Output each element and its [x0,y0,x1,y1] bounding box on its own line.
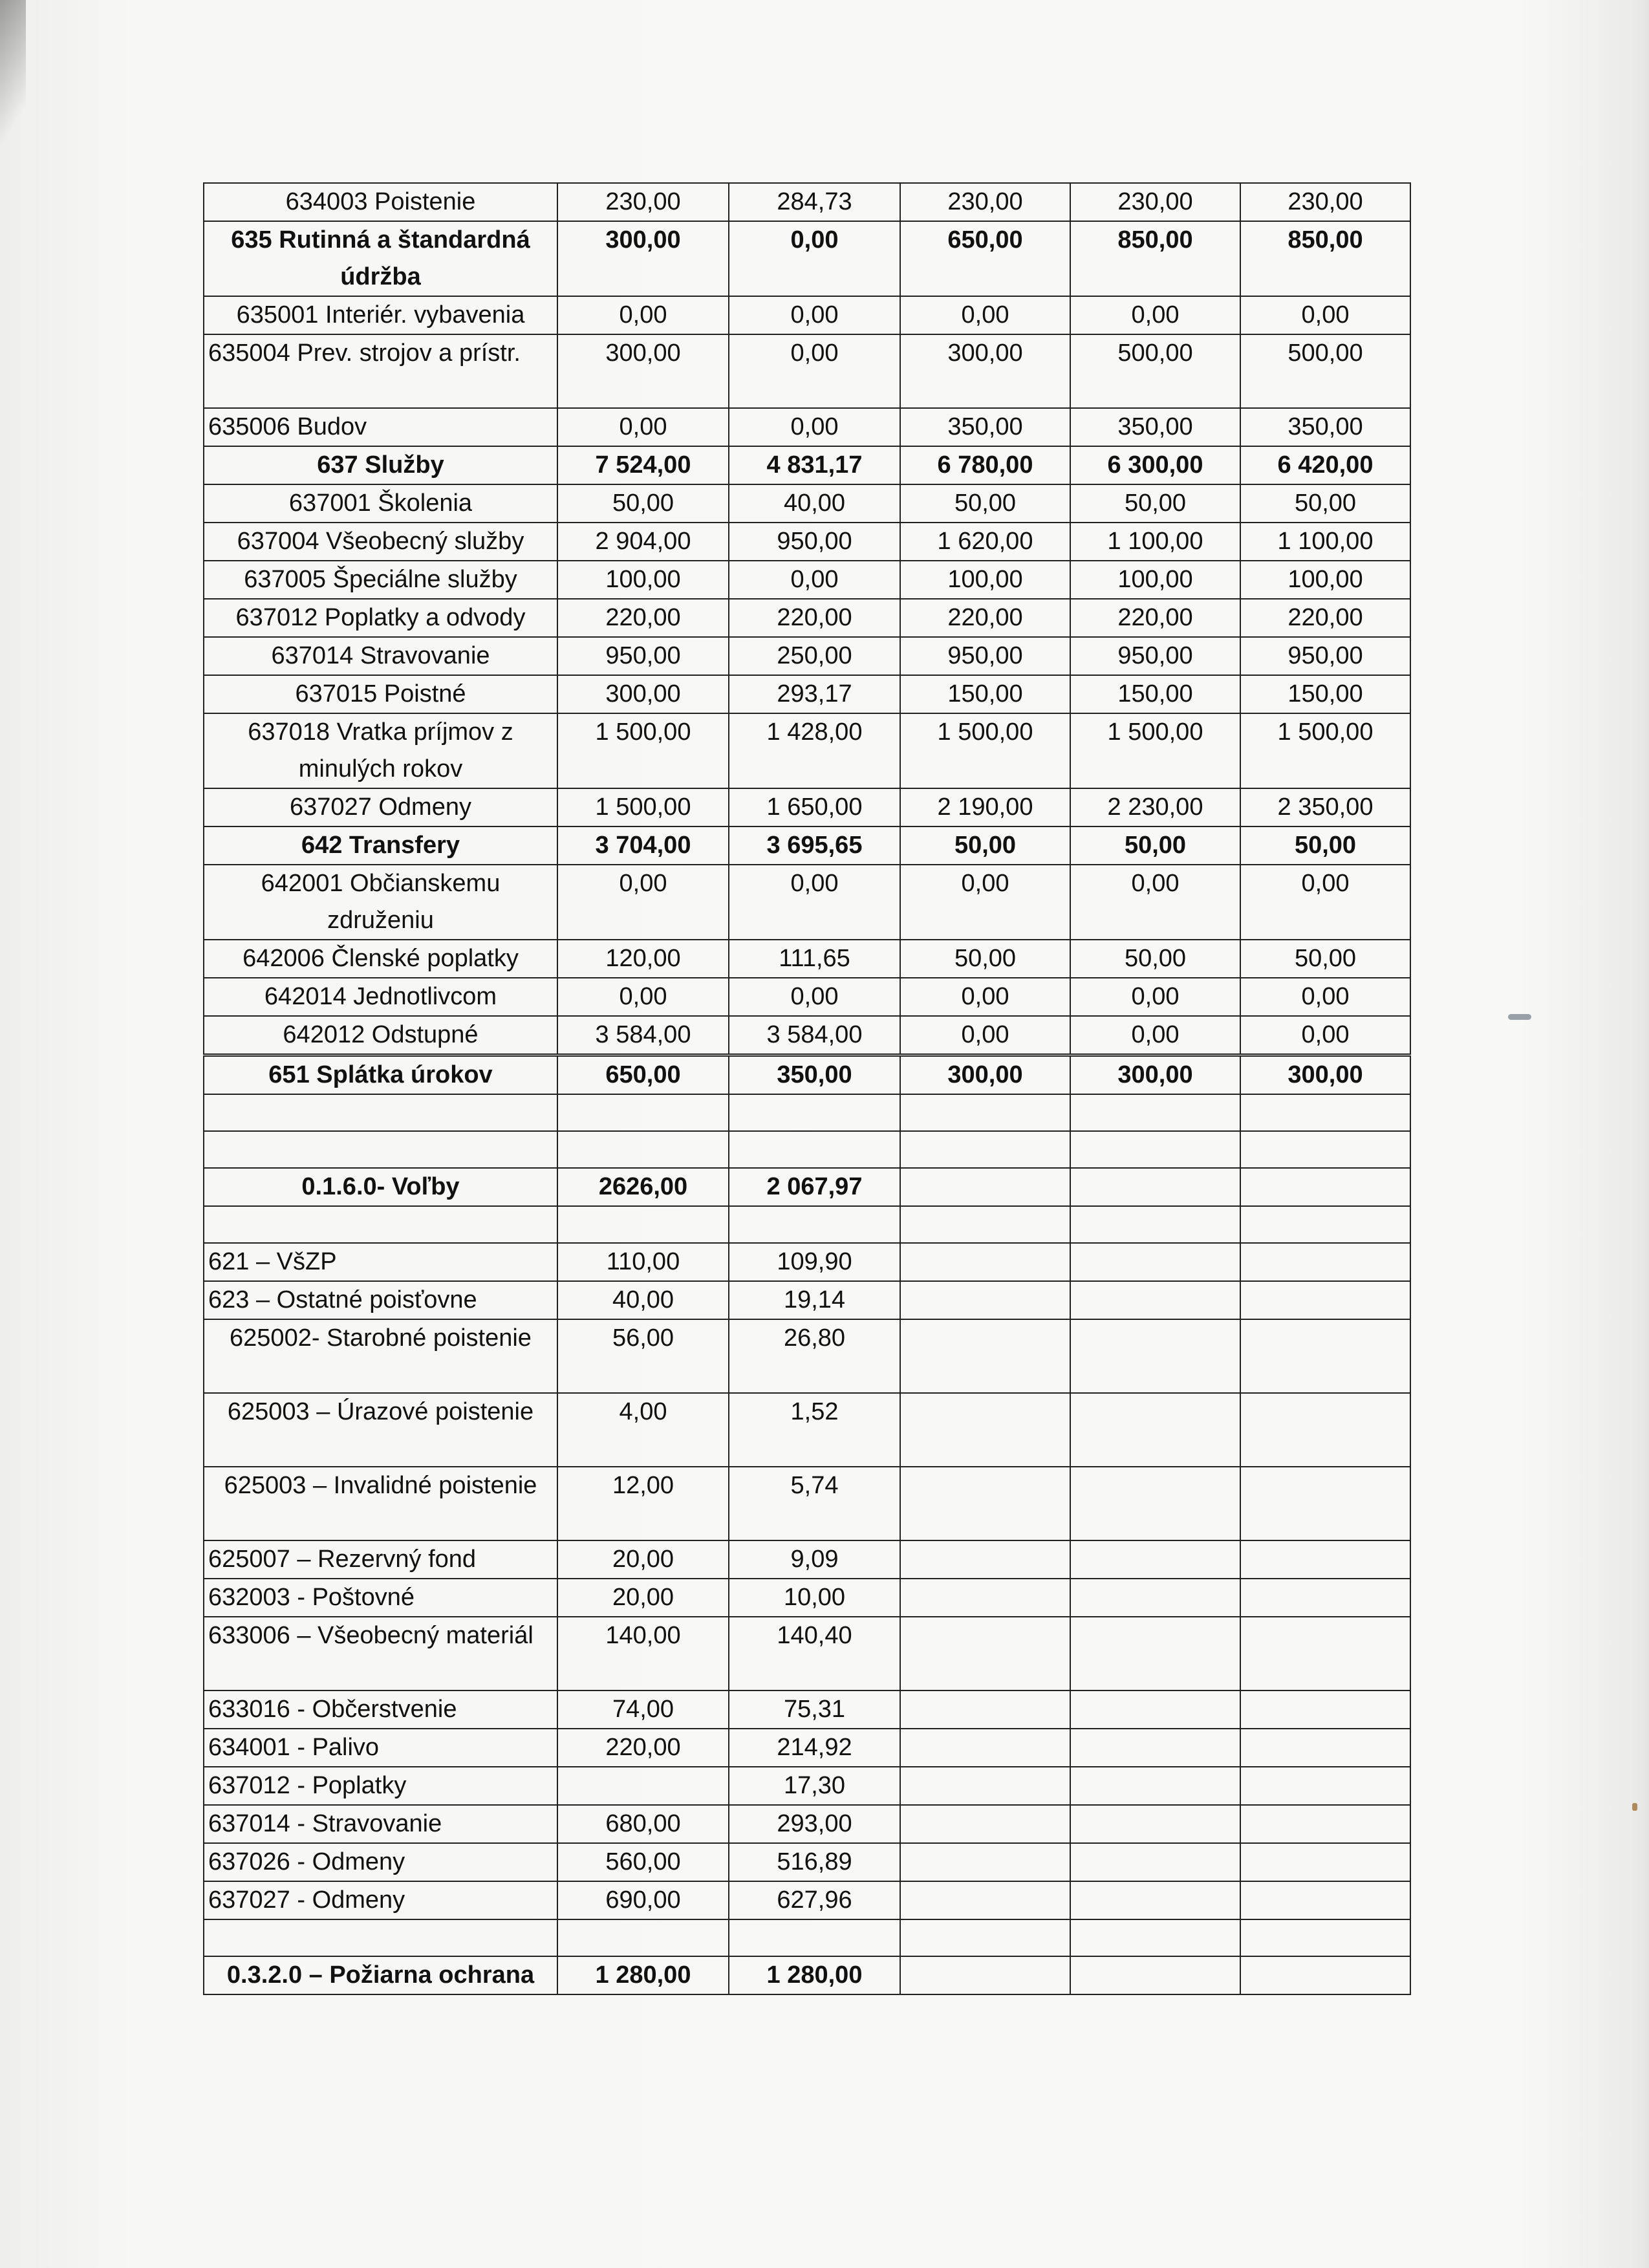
amount-cell-col1: 650,00 [557,1055,729,1095]
budget-table-body [204,183,1410,1994]
amount-cell-col5: 950,00 [1240,637,1410,675]
amount-cell-col2: 250,00 [729,637,900,675]
amount-cell-col2: 109,90 [729,1243,900,1281]
amount-cell-col2: 350,00 [729,1055,900,1095]
amount-cell-col2: 0,00 [729,978,900,1016]
table-row [204,1131,1410,1168]
table-row [204,1206,1410,1243]
amount-cell-col2: 75,31 [729,1690,900,1729]
table-row [204,940,1410,978]
table-row [204,1540,1410,1579]
amount-cell-col2: 0,00 [729,221,900,296]
row-label: 642 Transfery [204,826,557,865]
amount-cell-col1 [557,1131,729,1168]
row-label: 637001 Školenia [204,484,557,523]
amount-cell-col4 [1070,1281,1240,1319]
amount-cell-col1: 100,00 [557,561,729,599]
table-row [204,1881,1410,1919]
amount-cell-col5 [1240,1805,1410,1843]
row-label [204,1131,557,1168]
amount-cell-col3 [900,1690,1070,1729]
row-label: 623 – Ostatné poisťovne [204,1281,557,1319]
amount-cell-col1: 300,00 [557,334,729,408]
amount-cell-col2: 3 695,65 [729,826,900,865]
amount-cell-col5 [1240,1540,1410,1579]
row-label [204,1094,557,1131]
amount-cell-col4 [1070,1805,1240,1843]
amount-cell-col1: 74,00 [557,1690,729,1729]
row-label: 651 Splátka úrokov [204,1055,557,1095]
amount-cell-col1 [557,1767,729,1805]
amount-cell-col4 [1070,1467,1240,1540]
row-label: 625003 – Invalidné poistenie [204,1467,557,1540]
amount-cell-col5: 350,00 [1240,408,1410,446]
amount-cell-col3 [900,1094,1070,1131]
table-row [204,1055,1410,1095]
amount-cell-col2 [729,1094,900,1131]
amount-cell-col1: 1 500,00 [557,788,729,826]
amount-cell-col2: 1 280,00 [729,1956,900,1994]
table-row [204,1805,1410,1843]
amount-cell-col2: 0,00 [729,561,900,599]
amount-cell-col1: 690,00 [557,1881,729,1919]
row-label: 634003 Poistenie [204,183,557,221]
row-label: 637015 Poistné [204,675,557,713]
amount-cell-col4: 1 100,00 [1070,523,1240,561]
amount-cell-col3: 1 500,00 [900,713,1070,788]
amount-cell-col4 [1070,1690,1240,1729]
amount-cell-col2: 627,96 [729,1881,900,1919]
amount-cell-col5: 2 350,00 [1240,788,1410,826]
amount-cell-col3: 650,00 [900,221,1070,296]
amount-cell-col3: 0,00 [900,1016,1070,1055]
amount-cell-col3 [900,1319,1070,1393]
amount-cell-col4 [1070,1319,1240,1393]
amount-cell-col3: 100,00 [900,561,1070,599]
amount-cell-col3: 0,00 [900,978,1070,1016]
row-label: 637027 Odmeny [204,788,557,826]
amount-cell-col1: 230,00 [557,183,729,221]
table-row [204,713,1410,788]
row-label: 637005 Špeciálne služby [204,561,557,599]
table-row [204,1767,1410,1805]
amount-cell-col3 [900,1729,1070,1767]
amount-cell-col3 [900,1131,1070,1168]
amount-cell-col3 [900,1393,1070,1467]
amount-cell-col4 [1070,1243,1240,1281]
row-label: 637026 - Odmeny [204,1843,557,1881]
scan-speck [1632,1803,1637,1811]
table-row [204,183,1410,221]
amount-cell-col4 [1070,1168,1240,1206]
amount-cell-col3: 220,00 [900,599,1070,637]
amount-cell-col5: 6 420,00 [1240,446,1410,484]
row-label: 642014 Jednotlivcom [204,978,557,1016]
amount-cell-col1: 0,00 [557,978,729,1016]
amount-cell-col3: 50,00 [900,940,1070,978]
amount-cell-col3: 950,00 [900,637,1070,675]
row-label: 621 – VšZP [204,1243,557,1281]
amount-cell-col4: 1 500,00 [1070,713,1240,788]
amount-cell-col3 [900,1767,1070,1805]
amount-cell-col1: 4,00 [557,1393,729,1467]
amount-cell-col1: 680,00 [557,1805,729,1843]
amount-cell-col2: 10,00 [729,1579,900,1617]
row-label: 635006 Budov [204,408,557,446]
amount-cell-col4 [1070,1579,1240,1617]
amount-cell-col4: 150,00 [1070,675,1240,713]
amount-cell-col1: 2 904,00 [557,523,729,561]
amount-cell-col5 [1240,1956,1410,1994]
amount-cell-col5: 100,00 [1240,561,1410,599]
row-label: 625003 – Úrazové poistenie [204,1393,557,1467]
amount-cell-col5 [1240,1168,1410,1206]
row-label: 0.1.6.0- Voľby [204,1168,557,1206]
amount-cell-col3: 230,00 [900,183,1070,221]
amount-cell-col2: 0,00 [729,865,900,940]
amount-cell-col5 [1240,1094,1410,1131]
amount-cell-col2: 1 650,00 [729,788,900,826]
row-label: 635 Rutinná a štandardná údržba [204,221,557,296]
amount-cell-col1: 56,00 [557,1319,729,1393]
amount-cell-col5: 0,00 [1240,978,1410,1016]
table-row [204,826,1410,865]
row-label: 625002- Starobné poistenie [204,1319,557,1393]
amount-cell-col5: 300,00 [1240,1055,1410,1095]
amount-cell-col4: 50,00 [1070,484,1240,523]
amount-cell-col4: 100,00 [1070,561,1240,599]
amount-cell-col4 [1070,1843,1240,1881]
amount-cell-col2: 950,00 [729,523,900,561]
amount-cell-col1: 3 704,00 [557,826,729,865]
amount-cell-col1: 140,00 [557,1617,729,1690]
table-row [204,1281,1410,1319]
amount-cell-col2: 0,00 [729,296,900,334]
amount-cell-col1: 950,00 [557,637,729,675]
table-row [204,221,1410,296]
row-label: 633016 - Občerstvenie [204,1690,557,1729]
table-row [204,865,1410,940]
table-row [204,1467,1410,1540]
row-label: 0.3.2.0 – Požiarna ochrana [204,1956,557,1994]
budget-table [203,182,1411,1995]
amount-cell-col4: 50,00 [1070,940,1240,978]
amount-cell-col2: 2 067,97 [729,1168,900,1206]
amount-cell-col4: 50,00 [1070,826,1240,865]
amount-cell-col5 [1240,1206,1410,1243]
amount-cell-col1: 12,00 [557,1467,729,1540]
amount-cell-col1: 110,00 [557,1243,729,1281]
amount-cell-col2: 293,00 [729,1805,900,1843]
amount-cell-col4 [1070,1094,1240,1131]
amount-cell-col3 [900,1617,1070,1690]
amount-cell-col5: 220,00 [1240,599,1410,637]
table-row [204,1956,1410,1994]
table-row [204,1690,1410,1729]
amount-cell-col2: 26,80 [729,1319,900,1393]
amount-cell-col3 [900,1805,1070,1843]
amount-cell-col1: 220,00 [557,1729,729,1767]
amount-cell-col5 [1240,1843,1410,1881]
amount-cell-col4: 0,00 [1070,1016,1240,1055]
table-row [204,446,1410,484]
amount-cell-col5 [1240,1767,1410,1805]
table-row [204,1843,1410,1881]
amount-cell-col4: 950,00 [1070,637,1240,675]
amount-cell-col3: 300,00 [900,334,1070,408]
row-label: 637014 Stravovanie [204,637,557,675]
amount-cell-col4 [1070,1206,1240,1243]
amount-cell-col4 [1070,1919,1240,1956]
amount-cell-col1: 220,00 [557,599,729,637]
table-row [204,484,1410,523]
amount-cell-col5 [1240,1729,1410,1767]
amount-cell-col2: 40,00 [729,484,900,523]
amount-cell-col5: 50,00 [1240,484,1410,523]
amount-cell-col1: 3 584,00 [557,1016,729,1055]
amount-cell-col2: 17,30 [729,1767,900,1805]
amount-cell-col3 [900,1881,1070,1919]
amount-cell-col5: 150,00 [1240,675,1410,713]
amount-cell-col5: 50,00 [1240,826,1410,865]
amount-cell-col2: 3 584,00 [729,1016,900,1055]
table-row [204,599,1410,637]
amount-cell-col2: 0,00 [729,334,900,408]
amount-cell-col1: 1 500,00 [557,713,729,788]
amount-cell-col3 [900,1843,1070,1881]
amount-cell-col5 [1240,1690,1410,1729]
amount-cell-col4: 220,00 [1070,599,1240,637]
amount-cell-col2: 0,00 [729,408,900,446]
amount-cell-col5 [1240,1919,1410,1956]
amount-cell-col1 [557,1919,729,1956]
amount-cell-col1: 300,00 [557,221,729,296]
amount-cell-col3: 2 190,00 [900,788,1070,826]
table-row [204,296,1410,334]
amount-cell-col4 [1070,1540,1240,1579]
table-row [204,978,1410,1016]
table-row [204,408,1410,446]
amount-cell-col4 [1070,1393,1240,1467]
table-row [204,334,1410,408]
amount-cell-col2: 19,14 [729,1281,900,1319]
amount-cell-col5: 230,00 [1240,183,1410,221]
amount-cell-col4: 2 230,00 [1070,788,1240,826]
table-row [204,1168,1410,1206]
table-row [204,1319,1410,1393]
amount-cell-col3: 6 780,00 [900,446,1070,484]
amount-cell-col4: 0,00 [1070,978,1240,1016]
table-row [204,1243,1410,1281]
amount-cell-col1: 50,00 [557,484,729,523]
amount-cell-col1: 300,00 [557,675,729,713]
amount-cell-col2: 293,17 [729,675,900,713]
row-label: 642001 Občianskemu združeniu [204,865,557,940]
row-label: 637018 Vratka príjmov z minulých rokov [204,713,557,788]
amount-cell-col5 [1240,1319,1410,1393]
amount-cell-col3 [900,1206,1070,1243]
amount-cell-col4: 500,00 [1070,334,1240,408]
amount-cell-col1: 0,00 [557,296,729,334]
amount-cell-col4: 230,00 [1070,183,1240,221]
amount-cell-col2: 4 831,17 [729,446,900,484]
amount-cell-col3: 300,00 [900,1055,1070,1095]
amount-cell-col1: 20,00 [557,1579,729,1617]
amount-cell-col4 [1070,1767,1240,1805]
amount-cell-col1 [557,1094,729,1131]
amount-cell-col5 [1240,1881,1410,1919]
amount-cell-col3 [900,1919,1070,1956]
amount-cell-col4: 350,00 [1070,408,1240,446]
amount-cell-col4 [1070,1131,1240,1168]
amount-cell-col1: 120,00 [557,940,729,978]
amount-cell-col5: 0,00 [1240,296,1410,334]
amount-cell-col5 [1240,1243,1410,1281]
table-row [204,561,1410,599]
table-row [204,1094,1410,1131]
amount-cell-col4: 300,00 [1070,1055,1240,1095]
amount-cell-col3 [900,1243,1070,1281]
table-row [204,788,1410,826]
amount-cell-col2: 516,89 [729,1843,900,1881]
amount-cell-col2: 1 428,00 [729,713,900,788]
row-label: 637004 Všeobecný služby [204,523,557,561]
amount-cell-col3 [900,1281,1070,1319]
amount-cell-col2: 111,65 [729,940,900,978]
table-row [204,1919,1410,1956]
amount-cell-col1: 560,00 [557,1843,729,1881]
amount-cell-col5: 850,00 [1240,221,1410,296]
amount-cell-col3: 50,00 [900,484,1070,523]
amount-cell-col3 [900,1168,1070,1206]
amount-cell-col4: 850,00 [1070,221,1240,296]
amount-cell-col1: 40,00 [557,1281,729,1319]
table-row [204,1393,1410,1467]
amount-cell-col1: 0,00 [557,865,729,940]
row-label: 637014 - Stravovanie [204,1805,557,1843]
table-row [204,1729,1410,1767]
amount-cell-col2 [729,1131,900,1168]
table-row [204,1617,1410,1690]
scan-speck [1508,1014,1531,1020]
amount-cell-col3: 0,00 [900,865,1070,940]
row-label [204,1206,557,1243]
table-row [204,1579,1410,1617]
row-label: 637 Služby [204,446,557,484]
amount-cell-col3 [900,1540,1070,1579]
amount-cell-col1: 1 280,00 [557,1956,729,1994]
table-row [204,675,1410,713]
amount-cell-col4: 0,00 [1070,296,1240,334]
row-label: 635001 Interiér. vybavenia [204,296,557,334]
amount-cell-col4 [1070,1729,1240,1767]
row-label [204,1919,557,1956]
amount-cell-col3 [900,1956,1070,1994]
amount-cell-col5: 0,00 [1240,1016,1410,1055]
amount-cell-col5 [1240,1393,1410,1467]
row-label: 633006 – Všeobecný materiál [204,1617,557,1690]
table-row [204,523,1410,561]
amount-cell-col1: 2626,00 [557,1168,729,1206]
amount-cell-col5: 1 500,00 [1240,713,1410,788]
amount-cell-col2: 140,40 [729,1617,900,1690]
amount-cell-col2: 284,73 [729,183,900,221]
table-row [204,1016,1410,1055]
row-label: 635004 Prev. strojov a prístr. [204,334,557,408]
amount-cell-col5: 50,00 [1240,940,1410,978]
amount-cell-col5: 0,00 [1240,865,1410,940]
row-label: 642012 Odstupné [204,1016,557,1055]
amount-cell-col4 [1070,1617,1240,1690]
amount-cell-col3 [900,1467,1070,1540]
amount-cell-col4: 0,00 [1070,865,1240,940]
amount-cell-col1: 20,00 [557,1540,729,1579]
amount-cell-col4: 6 300,00 [1070,446,1240,484]
amount-cell-col3: 0,00 [900,296,1070,334]
amount-cell-col1 [557,1206,729,1243]
amount-cell-col5 [1240,1131,1410,1168]
amount-cell-col2: 214,92 [729,1729,900,1767]
amount-cell-col3: 50,00 [900,826,1070,865]
amount-cell-col4 [1070,1956,1240,1994]
page-fold-shadow [0,0,26,168]
row-label: 634001 - Palivo [204,1729,557,1767]
amount-cell-col2 [729,1919,900,1956]
amount-cell-col4 [1070,1881,1240,1919]
amount-cell-col2 [729,1206,900,1243]
row-label: 625007 – Rezervný fond [204,1540,557,1579]
amount-cell-col5: 1 100,00 [1240,523,1410,561]
page-edge-shadow [1604,0,1649,2268]
amount-cell-col5 [1240,1579,1410,1617]
row-label: 632003 - Poštovné [204,1579,557,1617]
amount-cell-col5: 500,00 [1240,334,1410,408]
amount-cell-col3: 350,00 [900,408,1070,446]
amount-cell-col2: 9,09 [729,1540,900,1579]
row-label: 637012 Poplatky a odvody [204,599,557,637]
amount-cell-col5 [1240,1467,1410,1540]
amount-cell-col2: 5,74 [729,1467,900,1540]
row-label: 637012 - Poplatky [204,1767,557,1805]
amount-cell-col3: 1 620,00 [900,523,1070,561]
amount-cell-col5 [1240,1281,1410,1319]
amount-cell-col1: 7 524,00 [557,446,729,484]
amount-cell-col5 [1240,1617,1410,1690]
amount-cell-col2: 1,52 [729,1393,900,1467]
amount-cell-col1: 0,00 [557,408,729,446]
amount-cell-col3: 150,00 [900,675,1070,713]
amount-cell-col2: 220,00 [729,599,900,637]
row-label: 637027 - Odmeny [204,1881,557,1919]
amount-cell-col3 [900,1579,1070,1617]
row-label: 642006 Členské poplatky [204,940,557,978]
table-row [204,637,1410,675]
